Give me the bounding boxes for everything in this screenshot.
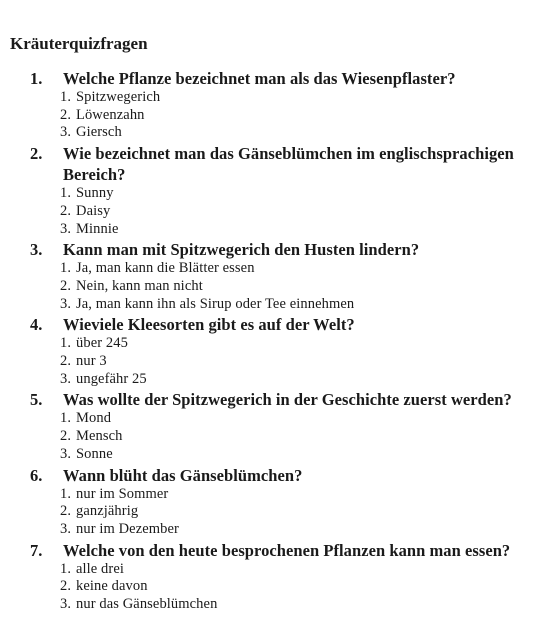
answer-number: 1.: [60, 260, 72, 277]
answer-number: 3.: [60, 124, 72, 141]
answer-number: 3.: [60, 445, 72, 462]
question-item: [10, 465, 534, 539]
answer-option: [60, 410, 534, 428]
answer-text: nur im Sommer: [76, 485, 169, 502]
question-list: [10, 68, 534, 614]
answer-number: 3.: [60, 370, 72, 387]
answer-option: [60, 521, 534, 539]
question-item: [10, 389, 534, 463]
answer-option: [60, 578, 534, 596]
answer-number: 2.: [60, 277, 72, 294]
answer-number: 3.: [60, 596, 72, 613]
question-number: 1.: [30, 69, 43, 88]
question-item: [10, 143, 534, 238]
answer-text: Spitzwegerich: [76, 89, 161, 105]
answer-number: 2.: [60, 106, 72, 123]
answer-list: [60, 560, 534, 614]
question-number: 5.: [30, 390, 43, 410]
answer-option: [60, 260, 534, 278]
answer-option: [60, 335, 534, 353]
answer-list: [60, 410, 534, 463]
answer-option: [60, 596, 534, 614]
answer-text: Minnie: [76, 220, 119, 237]
question-number: 4.: [30, 315, 43, 335]
question-text: Welche von den heute besprochenen Pflanzen kann man essen?: [63, 540, 511, 560]
answer-text: nur das Gänseblümchen: [76, 596, 218, 613]
answer-option: [60, 353, 534, 371]
question-text: Kann man mit Spitzwegerich den Husten lindern?: [63, 240, 420, 260]
answer-list: [60, 260, 534, 313]
answer-number: 2.: [60, 353, 72, 370]
question-item: [10, 540, 534, 614]
answer-number: 1.: [60, 89, 72, 105]
question-number: 6.: [30, 465, 43, 485]
answer-text: Nein, kann man nicht: [76, 277, 203, 294]
question-item: [10, 314, 534, 388]
answer-text: ganzjährig: [76, 503, 139, 520]
answer-option: [60, 296, 534, 314]
answer-text: Löwenzahn: [76, 106, 145, 123]
answer-number: 1.: [60, 335, 72, 352]
answer-number: 2.: [60, 202, 72, 219]
answer-text: Sonne: [76, 445, 113, 462]
question-number: 7.: [30, 540, 43, 560]
answer-number: 2.: [60, 428, 72, 445]
answer-text: Sunny: [76, 185, 114, 202]
question-item: [10, 68, 534, 142]
answer-number: 2.: [60, 578, 72, 595]
answer-option: [60, 124, 534, 142]
question-text: Was wollte der Spitzwegerich in der Geschichte zuerst werden?: [63, 390, 512, 410]
answer-option: [60, 203, 534, 221]
answer-text: nur 3: [76, 353, 107, 370]
answer-option: [60, 221, 534, 239]
answer-text: Mond: [76, 410, 112, 427]
answer-number: 3.: [60, 295, 72, 312]
answer-list: [60, 185, 534, 238]
answer-text: Giersch: [76, 124, 122, 141]
answer-number: 3.: [60, 220, 72, 237]
answer-option: [60, 561, 534, 579]
answer-number: 1.: [60, 185, 72, 202]
answer-number: 1.: [60, 485, 72, 502]
answer-number: 1.: [60, 410, 72, 427]
question-text: Wieviele Kleesorten gibt es auf der Welt?: [63, 315, 355, 335]
document-title: Kräuterquizfragen: [10, 34, 148, 53]
answer-option: [60, 278, 534, 296]
answer-list: [60, 485, 534, 539]
answer-option: [60, 428, 534, 446]
answer-option: [60, 107, 534, 125]
answer-text: über 245: [76, 335, 128, 352]
question-number: 2.: [30, 144, 43, 164]
answer-text: ungefähr 25: [76, 370, 147, 387]
answer-text: Daisy: [76, 202, 111, 219]
answer-list: [60, 89, 534, 142]
answer-text: keine davon: [76, 578, 148, 595]
answer-option: [60, 185, 534, 203]
answer-number: 1.: [60, 560, 72, 577]
answer-text: Ja, man kann die Blätter essen: [76, 260, 255, 277]
answer-option: [60, 446, 534, 464]
answer-number: 3.: [60, 520, 72, 537]
answer-list: [60, 335, 534, 388]
answer-option: [60, 89, 534, 107]
question-text: Wann blüht das Gänseblümchen?: [63, 465, 303, 485]
answer-option: [60, 503, 534, 521]
question-number: 3.: [30, 240, 43, 260]
answer-text: Ja, man kann ihn als Sirup oder Tee einnehmen: [76, 295, 355, 312]
answer-text: nur im Dezember: [76, 520, 179, 537]
answer-option: [60, 371, 534, 389]
answer-number: 2.: [60, 503, 72, 520]
question-text: Welche Pflanze bezeichnet man als das Wiesenpflaster?: [63, 69, 456, 88]
question-item: [10, 239, 534, 313]
answer-text: Mensch: [76, 428, 123, 445]
answer-option: [60, 486, 534, 504]
question-text: Wie bezeichnet man das Gänseblümchen im englischsprachigen Bereich?: [63, 144, 514, 185]
answer-text: alle drei: [76, 560, 124, 577]
